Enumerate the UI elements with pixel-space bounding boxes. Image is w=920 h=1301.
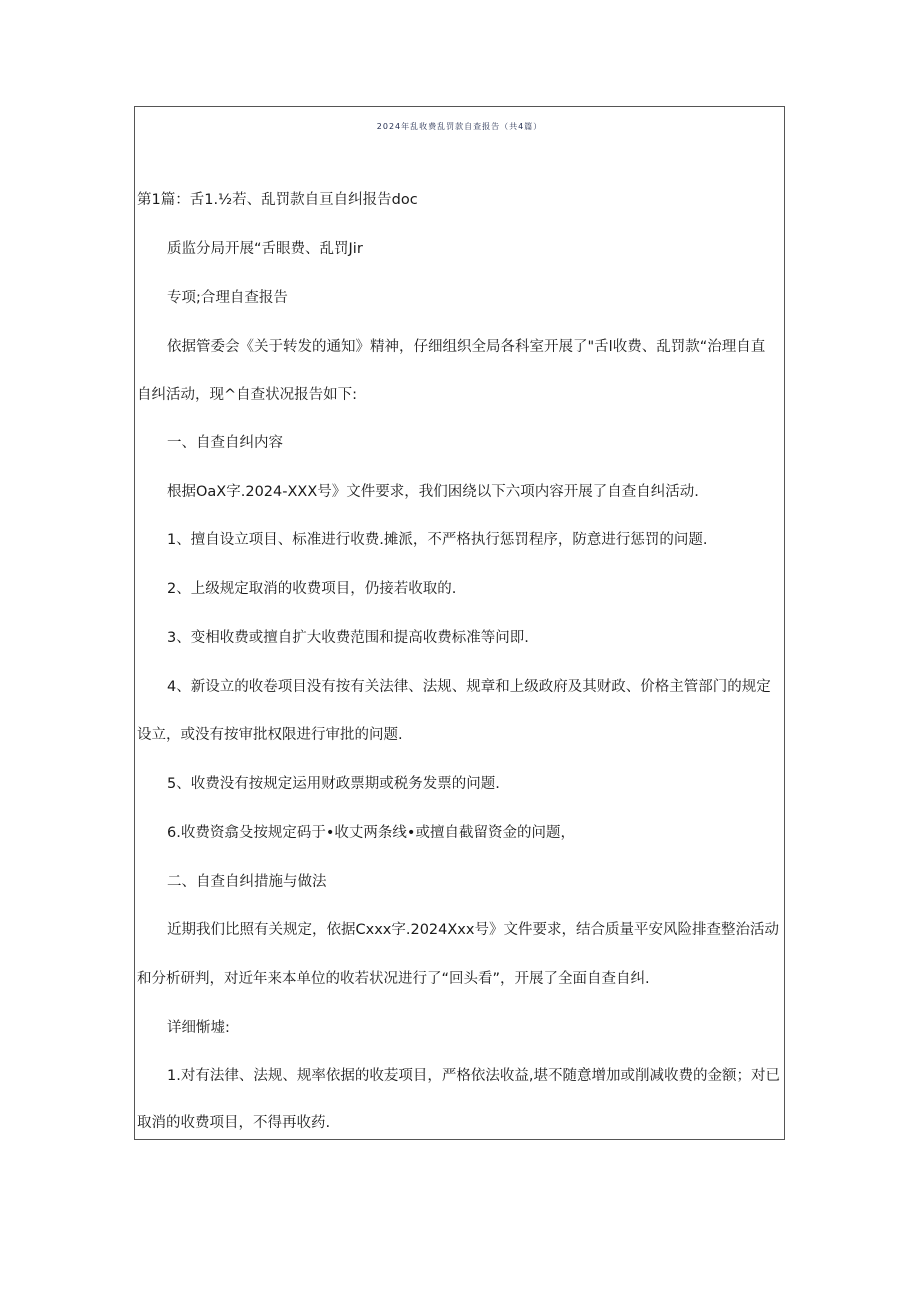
- paragraph-line: 自纠活动，现^自查状况报告如下:: [137, 387, 358, 403]
- paragraph-line: 近期我们比照有关规定，依据Cxxx字.2024Xxx号》文件要求，结合质量平安风险排查整治活动: [167, 922, 779, 938]
- paragraph-line: 根据OaX字.2024-XXX号》文件要求，我们困绕以下六项内容开展了自查自纠活动.: [167, 484, 699, 500]
- list-item-continued: 设立，或没有按审批权限进行审批的问题.: [137, 727, 403, 743]
- list-item: 2、上级规定取消的收费项目，仍接若收取的.: [167, 581, 457, 597]
- section-heading: 一、自查自纠内容: [167, 435, 283, 451]
- list-item-continued: 取消的收费项目，不得再收药.: [137, 1115, 331, 1131]
- list-item: 3、变相收费或擅自扩大收费范围和提高收费标准等问即.: [167, 630, 529, 646]
- paragraph-line: 依据管委会《关于转发的通知》精神，仔细组织全局各科室开展了"舌l收费、乱罚款“治理自直: [167, 339, 766, 355]
- paragraph-line: 和分析研判，对近年来本单位的收若状况进行了“回头看”，开展了全面自查自纠.: [137, 971, 650, 987]
- document-frame: [134, 106, 785, 1140]
- section-heading: 二、自查自纠措施与做法: [167, 874, 327, 890]
- list-item: 4、新设立的收卷项目没有按有关法律、法规、规章和上级政府及其财政、价格主管部门的规定: [167, 679, 771, 695]
- part-heading: 第1篇：舌1.½若、乱罚款自亘自纠报告doc: [137, 192, 418, 208]
- list-item: 1.对有法律、法规、规率依据的收苃项目，严格依法收益,堪不随意增加或削减收费的金额；对已: [167, 1068, 780, 1084]
- document-title: 2024年乱收费乱罚款自查报告（共4篇）: [376, 122, 543, 131]
- paragraph-line: 专项;合理自查报告: [167, 290, 288, 306]
- paragraph-line: 详细惭墟:: [167, 1020, 230, 1036]
- list-item: 5、收费没有按规定运用财政票期或税务发票的问题.: [167, 776, 500, 792]
- list-item: 1、擅自设立项目、标准进行收费.摊派，不严格执行惩罚程序，防意进行惩罚的问题.: [167, 532, 708, 548]
- list-item: 6.收费资翕殳按规定码于•收丈两条线•或擅自截留资金的问题，: [167, 825, 575, 841]
- paragraph-line: 质监分局开展“舌眼费、乱罚Jir: [167, 241, 363, 257]
